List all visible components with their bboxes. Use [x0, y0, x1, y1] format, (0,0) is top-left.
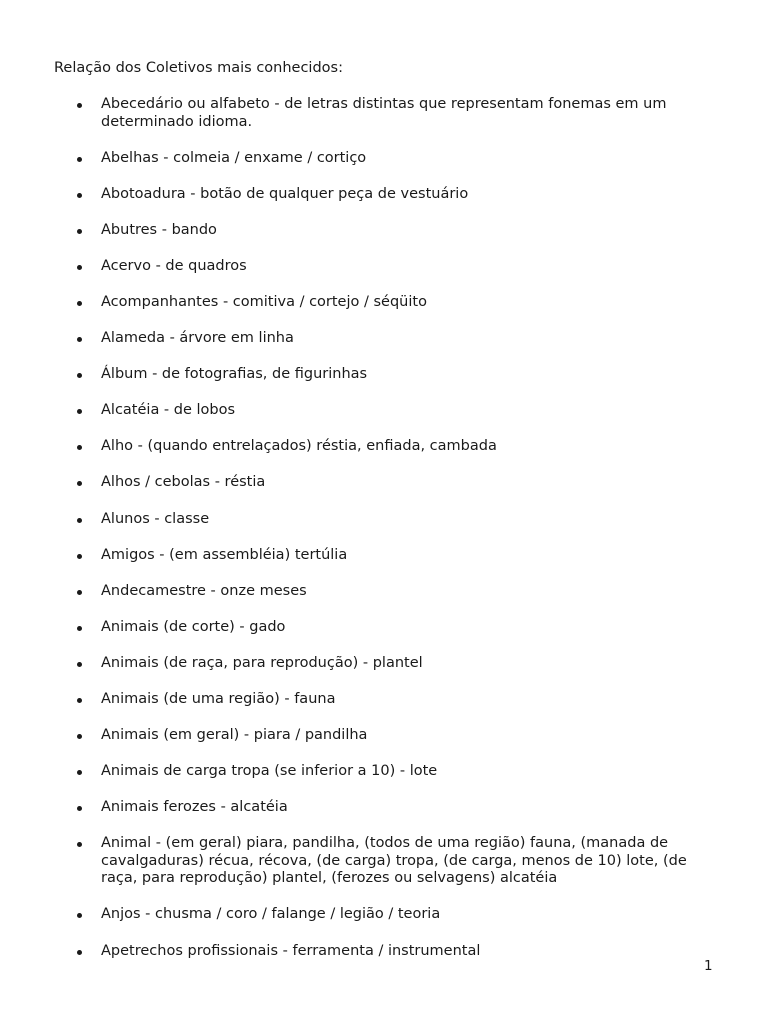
- bullet-icon: [77, 193, 82, 198]
- list-item: [0, 150, 768, 168]
- list-item-text: Alho - (quando entrelaçados) réstia, enfiada, cambada: [101, 438, 497, 455]
- list-item: [0, 258, 768, 276]
- bullet-icon: [77, 626, 82, 631]
- list-item: [0, 655, 768, 673]
- list-item-text: Acervo - de quadros: [101, 257, 247, 274]
- list-item-text: Andecamestre - onze meses: [101, 582, 307, 599]
- bullet-icon: [77, 770, 82, 775]
- bullet-icon: [77, 265, 82, 270]
- bullet-icon: [77, 806, 82, 811]
- list-item: [0, 511, 768, 529]
- list-item: [0, 366, 768, 384]
- bullet-icon: [77, 950, 82, 955]
- document-heading: Relação dos Coletivos mais conhecidos:: [54, 60, 343, 76]
- list-item-text: Animais (de uma região) - fauna: [101, 691, 336, 707]
- page-number: 1: [704, 958, 713, 974]
- list-item: [0, 186, 768, 204]
- bullet-icon: [77, 445, 82, 450]
- list-item-text: Animais (em geral) - piara / pandilha: [101, 727, 368, 744]
- list-item-text: Alcatéia - de lobos: [101, 402, 236, 419]
- list-item-text: Alameda - árvore em linha: [101, 330, 294, 347]
- list-item-text: Abecedário ou alfabeto - de letras distintas que representam fonemas em um determinado idioma.: [101, 96, 667, 130]
- bullet-icon: [77, 301, 82, 306]
- list-item-text: Amigos - (em assembléia) tertúlia: [101, 546, 348, 563]
- list-item: [0, 835, 768, 888]
- bullet-icon: [77, 157, 82, 162]
- list-item: [0, 763, 768, 781]
- list-item: [0, 330, 768, 348]
- list-item: [0, 906, 768, 924]
- bullet-icon: [77, 590, 82, 595]
- list-item-text: Apetrechos profissionais - ferramenta / instrumental: [101, 942, 481, 959]
- list-item-text: Animais (de corte) - gado: [101, 618, 286, 635]
- list-item: [0, 727, 768, 745]
- list-item: [0, 294, 768, 312]
- list-item: [0, 402, 768, 420]
- bullet-icon: [77, 554, 82, 559]
- list-item: [0, 943, 768, 961]
- bullet-icon: [77, 842, 82, 847]
- list-item-text: Alhos / cebolas - réstia: [101, 474, 266, 491]
- bullet-icon: [77, 337, 82, 342]
- list-item-text: Alunos - classe: [101, 510, 210, 527]
- bullet-icon: [77, 373, 82, 378]
- list-item: [0, 799, 768, 817]
- list-item: [0, 474, 768, 492]
- list-item-text: Animais de carga tropa (se inferior a 10) - lote: [101, 763, 438, 780]
- bullet-icon: [77, 518, 82, 523]
- list-item-text: Acompanhantes - comitiva / cortejo / séqüito: [101, 293, 427, 310]
- bullet-icon: [77, 698, 82, 703]
- list-item: [0, 547, 768, 565]
- bullet-icon: [77, 229, 82, 234]
- bullet-icon: [77, 734, 82, 739]
- list-item-text: Abelhas - colmeia / enxame / cortiço: [101, 149, 367, 166]
- list-item: [0, 691, 768, 709]
- list-item: [0, 222, 768, 240]
- list-item: [0, 583, 768, 601]
- list-item-text: Anjos - chusma / coro / falange / legião / teoria: [101, 906, 441, 923]
- list-item: [0, 96, 768, 131]
- bullet-icon: [77, 662, 82, 667]
- collective-nouns-list: [0, 96, 768, 979]
- list-item-text: Abotoadura - botão de qualquer peça de vestuário: [101, 185, 469, 202]
- list-item: [0, 619, 768, 637]
- bullet-icon: [77, 103, 82, 108]
- list-item-text: Álbum - de fotografias, de figurinhas: [101, 366, 368, 383]
- bullet-icon: [77, 409, 82, 414]
- list-item-text: Animais ferozes - alcatéia: [101, 799, 288, 816]
- list-item-text: Abutres - bando: [101, 221, 217, 238]
- list-item: [0, 438, 768, 456]
- bullet-icon: [77, 481, 82, 486]
- list-item-text: Animal - (em geral) piara, pandilha, (todos de uma região) fauna, (manada de cavalgaduras) récua, récova, (de carga) tropa, (de carga, menos de 10) lote, (de raça, para reprodução) plantel, (ferozes ou selvagens) alcatéia: [101, 835, 687, 887]
- bullet-icon: [77, 913, 82, 918]
- list-item-text: Animais (de raça, para reprodução) - plantel: [101, 654, 423, 671]
